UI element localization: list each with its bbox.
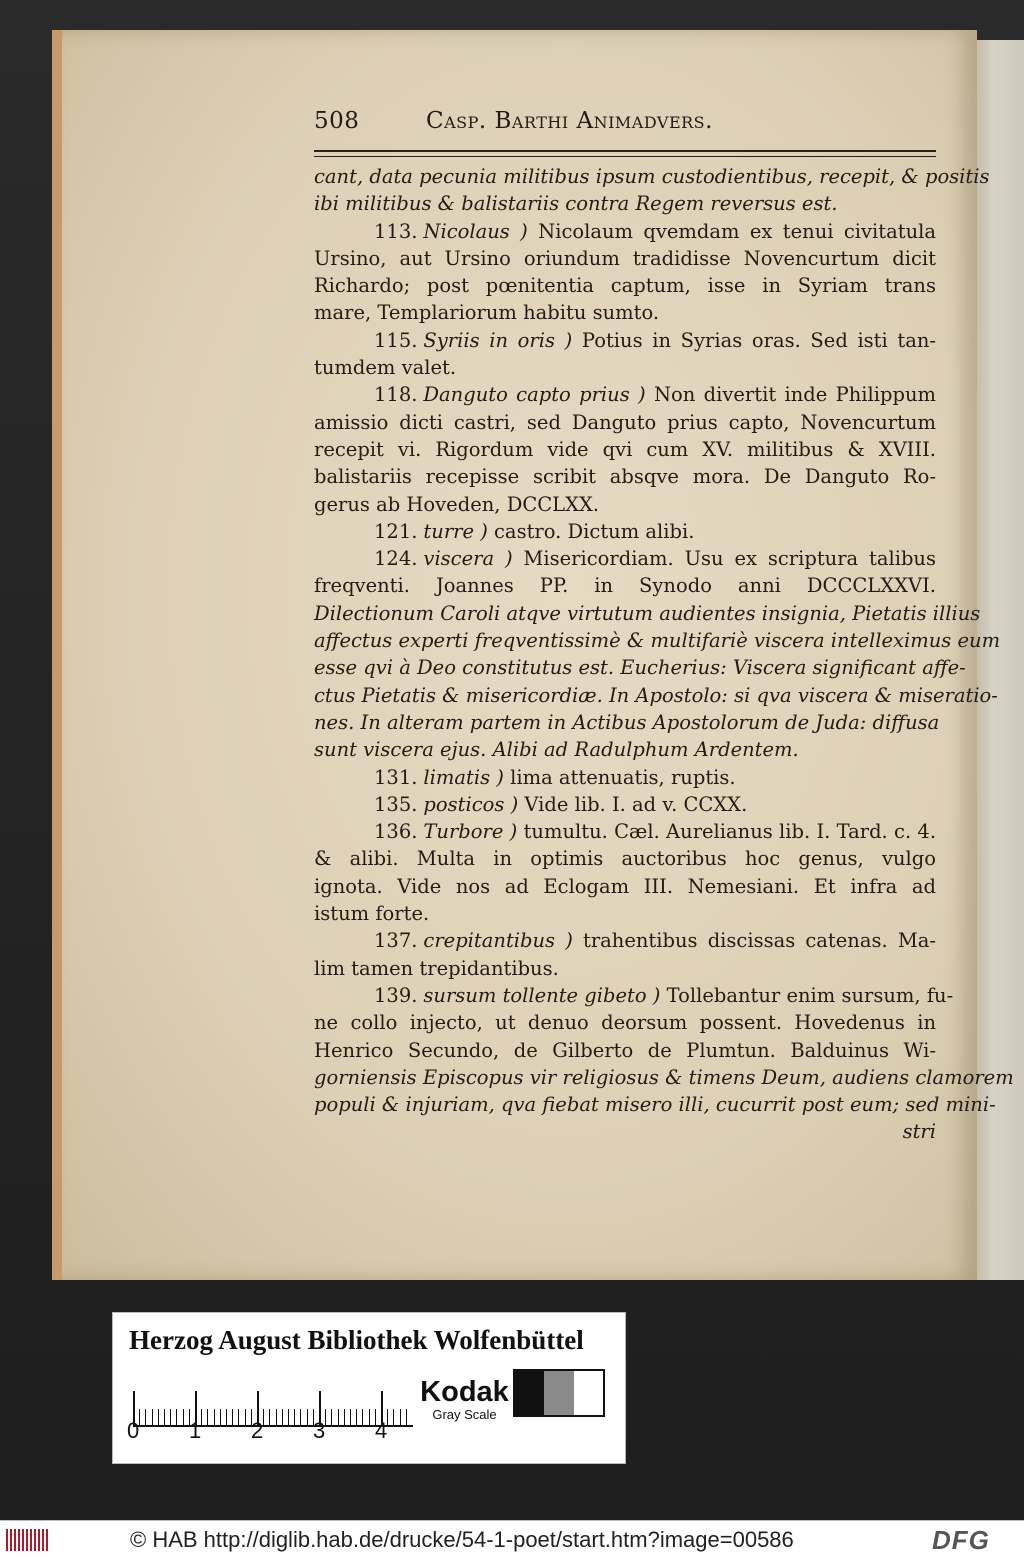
text-line <box>314 327 936 354</box>
ruler-minor-tick <box>288 1409 289 1425</box>
line-text: affectus experti freqventissimè & multifariè viscera intelleximus eum <box>314 629 1001 653</box>
line-text: recepit vi. Rigordum vide qvi cum XV. militibus & XVIII. <box>314 437 936 461</box>
text-line <box>314 764 936 791</box>
ruler-minor-tick <box>338 1409 339 1425</box>
ruler-minor-tick <box>325 1409 326 1425</box>
book-page <box>52 30 1014 1280</box>
note-number: 139. <box>374 983 418 1007</box>
lemma: limatis ) <box>423 765 504 789</box>
ruler-minor-tick <box>207 1409 208 1425</box>
lemma: Syriis in oris ) <box>423 328 573 352</box>
ruler-minor-tick <box>263 1409 264 1425</box>
note-number: 131. <box>374 765 418 789</box>
text-line <box>314 873 936 900</box>
ruler-minor-tick <box>139 1409 140 1425</box>
text-line <box>314 572 936 599</box>
line-text: balistariis recepisse scribit absqve mora. De Danguto Ro- <box>314 465 936 489</box>
line-text: Misericordiam. Usu ex scriptura talibus <box>523 547 936 571</box>
text-line <box>314 654 966 681</box>
note-number: 137. <box>374 929 418 953</box>
note-number: 118. <box>374 383 418 407</box>
text-line <box>314 791 936 818</box>
line-text: nes. In alteram partem in Actibus Apostolorum de Juda: diffusa <box>314 710 940 734</box>
ruler-minor-tick <box>362 1409 363 1425</box>
text-lines <box>314 163 1014 1118</box>
line-text: mare, Templariorum habitu sumto. <box>314 301 660 325</box>
ruler-minor-tick <box>344 1409 345 1425</box>
text-line <box>314 463 936 490</box>
line-text: trahentibus discissas catenas. Ma- <box>582 929 937 953</box>
line-text: cant, data pecunia militibus ipsum custodientibus, recepit, & positis <box>314 165 990 188</box>
ruler-minor-tick <box>276 1409 277 1425</box>
text-line <box>314 709 940 736</box>
ruler-minor-tick <box>183 1409 184 1425</box>
note-number: 121. <box>374 519 418 543</box>
text-line <box>314 682 998 709</box>
gray-scale-patches <box>513 1369 605 1417</box>
text-line <box>314 1091 996 1118</box>
text-line <box>314 354 936 381</box>
note-number: 124. <box>374 547 418 571</box>
ruler-number: 3 <box>313 1418 326 1443</box>
line-text: ibi militibus & balistariis contra Regem reversus est. <box>314 192 838 216</box>
lemma: Nicolaus ) <box>423 219 528 243</box>
line-text: ctus Pietatis & misericordiæ. In Apostolo: si qva viscera & miseratio- <box>314 683 998 707</box>
ruler-minor-tick <box>369 1409 370 1425</box>
text-block <box>314 108 1014 1146</box>
text-line <box>314 955 936 982</box>
ruler-minor-tick <box>152 1409 153 1425</box>
line-text: gerus ab Hoveden, DCCLXX. <box>314 492 600 516</box>
note-number: 135. <box>374 792 418 816</box>
dfg-logo: DFG <box>932 1525 990 1555</box>
line-text: lima attenuatis, ruptis. <box>510 765 736 789</box>
text-line <box>314 927 936 954</box>
ruler-minor-tick <box>350 1409 351 1425</box>
text-line <box>314 845 936 872</box>
ruler-minor-tick <box>145 1409 146 1425</box>
ruler-minor-tick <box>400 1409 401 1425</box>
ruler-minor-tick <box>226 1409 227 1425</box>
line-text: istum forte. <box>314 902 430 926</box>
text-line <box>314 545 936 572</box>
ruler-minor-tick <box>356 1409 357 1425</box>
kodak-label <box>417 1377 512 1423</box>
head-rule <box>314 150 936 157</box>
library-name: Herzog August Bibliothek Wolfenbüttel <box>129 1325 584 1355</box>
ruler-minor-tick <box>220 1409 221 1425</box>
line-text: Ursino, aut Ursino oriundum tradidisse Novencurtum dicit <box>314 246 936 270</box>
text-line <box>314 163 990 190</box>
ruler-minor-tick <box>300 1409 301 1425</box>
text-line <box>314 218 936 245</box>
text-line <box>314 1064 1014 1091</box>
line-text: Non divertit inde Philippum <box>653 383 937 407</box>
ruler-minor-tick <box>158 1409 159 1425</box>
catchword-line <box>314 1118 936 1145</box>
lemma: crepitantibus ) <box>423 929 573 953</box>
line-text: Dilectionum Caroli atqve virtutum audientes insignia, Pietatis illius <box>314 601 981 625</box>
line-text: Henrico Secundo, de Gilberto de Plumtun. Balduinus Wi- <box>314 1038 936 1062</box>
note-number: 136. <box>374 820 418 844</box>
text-line <box>314 736 936 763</box>
ruler-minor-tick <box>176 1409 177 1425</box>
ruler-minor-tick <box>164 1409 165 1425</box>
line-text: tumultu. Cæl. Aurelianus lib. I. Tard. c. 4. <box>523 820 937 844</box>
line-text: freqventi. Joannes PP. in Synodo anni DCCCLXXVI. <box>314 574 936 598</box>
lemma: Danguto capto prius ) <box>423 383 646 407</box>
catchword: stri <box>902 1120 936 1144</box>
ruler-minor-tick <box>214 1409 215 1425</box>
line-text: Richardo; post pœnitentia captum, isse in Syriam trans <box>314 274 936 298</box>
line-text: Tollebantur enim sursum, fu- <box>666 983 954 1007</box>
gray-patch <box>515 1371 544 1415</box>
text-line <box>314 272 936 299</box>
line-text: amissio dicti castri, sed Danguto prius capto, Novencurtum <box>314 410 936 434</box>
ruler-number: 2 <box>251 1418 264 1443</box>
text-line <box>314 436 936 463</box>
text-line <box>314 1009 936 1036</box>
text-line <box>314 900 936 927</box>
lemma: Turbore ) <box>423 820 518 844</box>
text-line <box>314 245 936 272</box>
text-line <box>314 818 936 845</box>
line-text: gorniensis Episcopus vir religiosus & timens Deum, audiens clamorem <box>314 1065 1014 1089</box>
kodak-brand: Kodak <box>420 1376 509 1408</box>
line-text: ne collo injecto, ut denuo deorsum possent. Hovedenus in <box>314 1011 936 1035</box>
line-text: tumdem valet. <box>314 356 457 380</box>
ruler-number: 0 <box>127 1418 140 1443</box>
line-text: Nicolaum qvemdam ex tenui civitatula <box>538 219 936 243</box>
ruler-minor-tick <box>387 1409 388 1425</box>
ruler-minor-tick <box>238 1409 239 1425</box>
ruler-minor-tick <box>393 1409 394 1425</box>
gray-patch <box>574 1371 603 1415</box>
ruler-minor-tick <box>201 1409 202 1425</box>
ruler-minor-tick <box>294 1409 295 1425</box>
page-number: 508 <box>314 108 360 134</box>
ruler-number: 4 <box>375 1418 388 1443</box>
text-line <box>314 600 981 627</box>
ruler-minor-tick <box>331 1409 332 1425</box>
hab-barcode-icon <box>6 1529 48 1551</box>
line-text: populi & injuriam, qva fiebat misero illi, cucurrit post eum; sed mini- <box>314 1093 996 1117</box>
lemma: posticos ) <box>423 792 519 816</box>
text-line <box>314 299 936 326</box>
line-text: lim tamen trepidantibus. <box>314 956 559 980</box>
line-text: ignota. Vide nos ad Eclogam III. Nemesiani. Et infra ad <box>314 874 936 898</box>
ruler-minor-tick <box>282 1409 283 1425</box>
line-text: esse qvi à Deo constitutus est. Eucherius: Viscera significant affe- <box>314 656 966 680</box>
running-title: Casp. Barthi Animadvers. <box>426 108 713 134</box>
ruler-minor-tick <box>232 1409 233 1425</box>
text-line <box>314 190 936 217</box>
footer-bar <box>0 1520 1024 1557</box>
ruler-minor-tick <box>406 1409 407 1425</box>
line-text: Potius in Syrias oras. Sed isti tan- <box>581 328 937 352</box>
ruler-minor-tick <box>170 1409 171 1425</box>
lemma: sursum tollente gibeto ) <box>423 983 661 1007</box>
ruler-number: 1 <box>189 1418 202 1443</box>
ruler-minor-tick <box>245 1409 246 1425</box>
ruler-minor-tick <box>269 1409 270 1425</box>
text-line <box>314 518 936 545</box>
kodak-sub: Gray Scale <box>432 1407 497 1422</box>
gray-patch <box>544 1371 573 1415</box>
footer-credit[interactable]: © HAB http://diglib.hab.de/drucke/54-1-poet/start.htm?image=00586 <box>130 1527 794 1552</box>
text-line <box>314 409 936 436</box>
running-head <box>314 108 936 146</box>
ruler-minor-tick <box>307 1409 308 1425</box>
text-line <box>314 381 936 408</box>
text-line <box>314 627 1001 654</box>
text-line <box>314 1037 936 1064</box>
ruler-scale <box>133 1373 413 1427</box>
line-text: sunt viscera ejus. Alibi ad Radulphum Ardentem. <box>314 738 799 762</box>
text-line <box>314 982 954 1009</box>
text-line <box>314 491 936 518</box>
line-text: Vide lib. I. ad v. CCXX. <box>524 792 748 816</box>
lemma: turre ) <box>423 519 488 543</box>
line-text: & alibi. Multa in optimis auctoribus hoc genus, vulgo <box>314 847 936 871</box>
line-text: castro. Dictum alibi. <box>494 519 695 543</box>
note-number: 113. <box>374 219 418 243</box>
lemma: viscera ) <box>423 547 513 571</box>
note-number: 115. <box>374 328 418 352</box>
